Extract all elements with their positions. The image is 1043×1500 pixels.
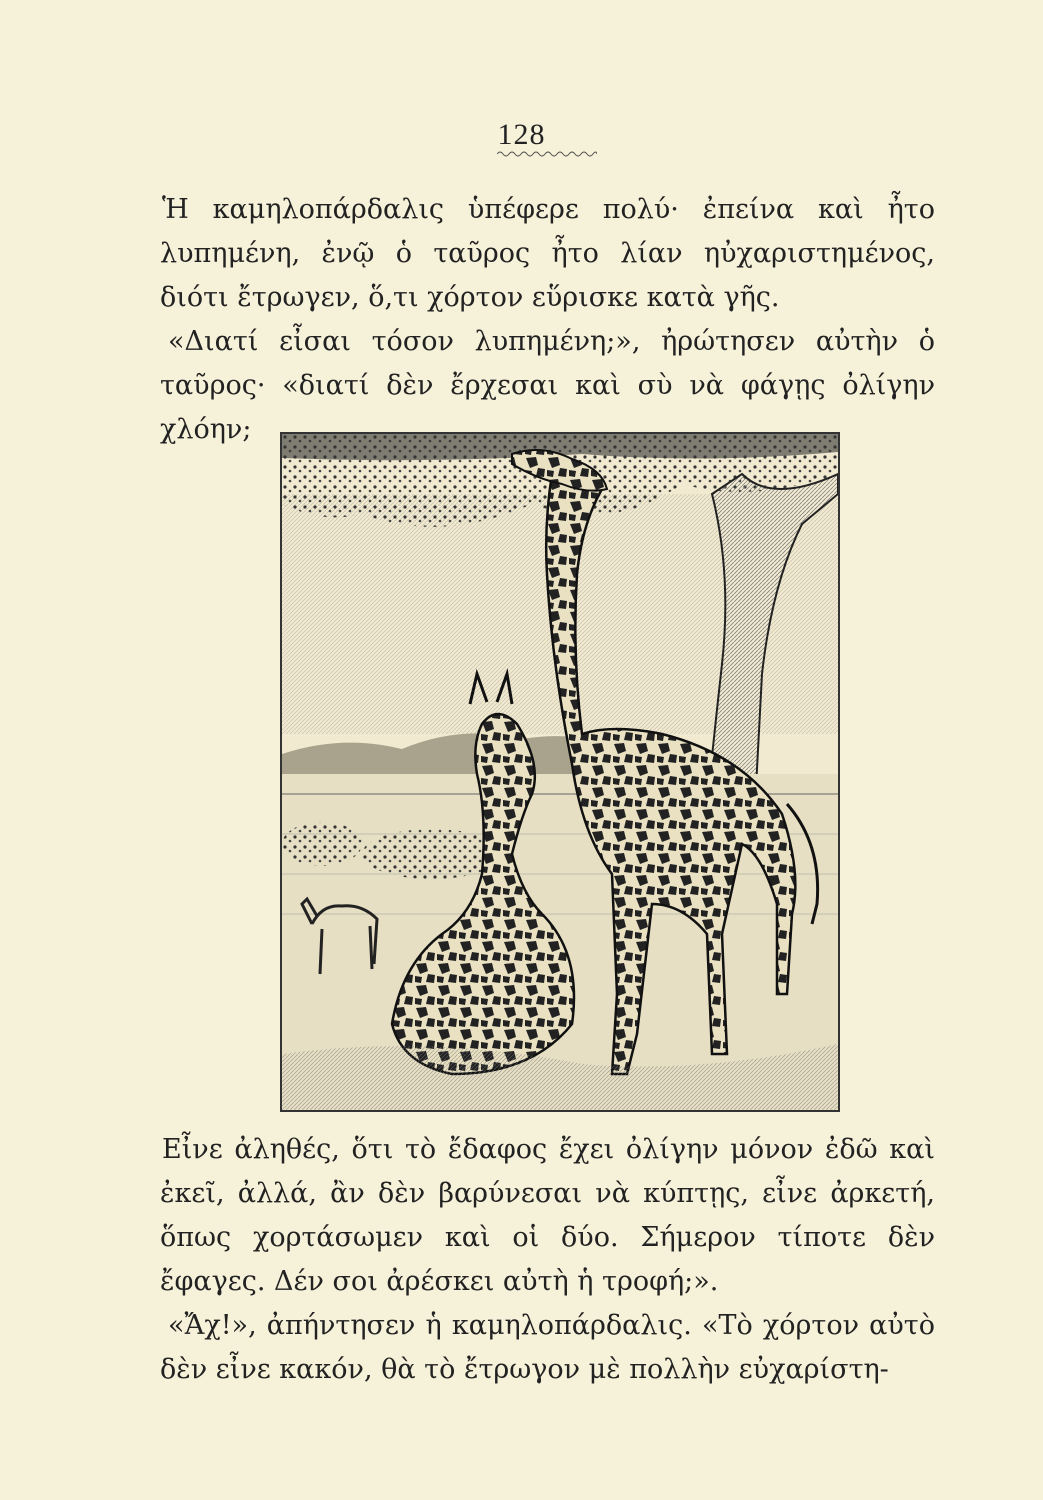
page-number: 128 — [497, 118, 546, 151]
top-text-block — [160, 188, 935, 452]
paragraph: Εἶνε ἀληθές, ὅτι τὸ ἔδαφος ἔχει ὀλίγην μόνον ἐδῶ καὶ ἐκεῖ, ἀλλά, ἂν δὲν βαρύνεσαι νὰ κύπτῃς, εἶνε ἀρκετή, ὅπως χορτάσωμεν καὶ οἱ δύο. Σήμερον τίποτε δὲν ἔφαγες. Δέν σοι ἀρέσκει αὐτὴ ἡ τροφή;». — [160, 1134, 935, 1297]
giraffe-illustration — [280, 432, 840, 1112]
paragraph: «Διατί εἶσαι τόσον λυπημένη;», ἠρώτησεν αὐτὴν ὁ ταῦρος· «διατί δὲν ἔρχεσαι καὶ σὺ νὰ φάγῃς ὀλίγην χλόην; — [160, 326, 935, 445]
paragraph: Ἡ καμηλοπάρδαλις ὑπέφερε πολύ· ἐπείνα καὶ ἦτο λυπημένη, ἐνῷ ὁ ταῦρος ἦτο λίαν ηὐχαριστημένος, διότι ἔτρωγεν, ὅ,τι χόρτον εὕρισκε κατὰ γῆς. — [160, 194, 935, 313]
bottom-text-block — [160, 1128, 935, 1392]
page-number-ornament — [497, 150, 597, 158]
paragraph: «Ἄχ!», ἀπήντησεν ἡ καμηλοπάρδαλις. «Τὸ χόρτον αὐτὸ δὲν εἶνε κακόν, θὰ τὸ ἔτρωγον μὲ πολλὴν εὐχαρίστη- — [160, 1310, 935, 1385]
